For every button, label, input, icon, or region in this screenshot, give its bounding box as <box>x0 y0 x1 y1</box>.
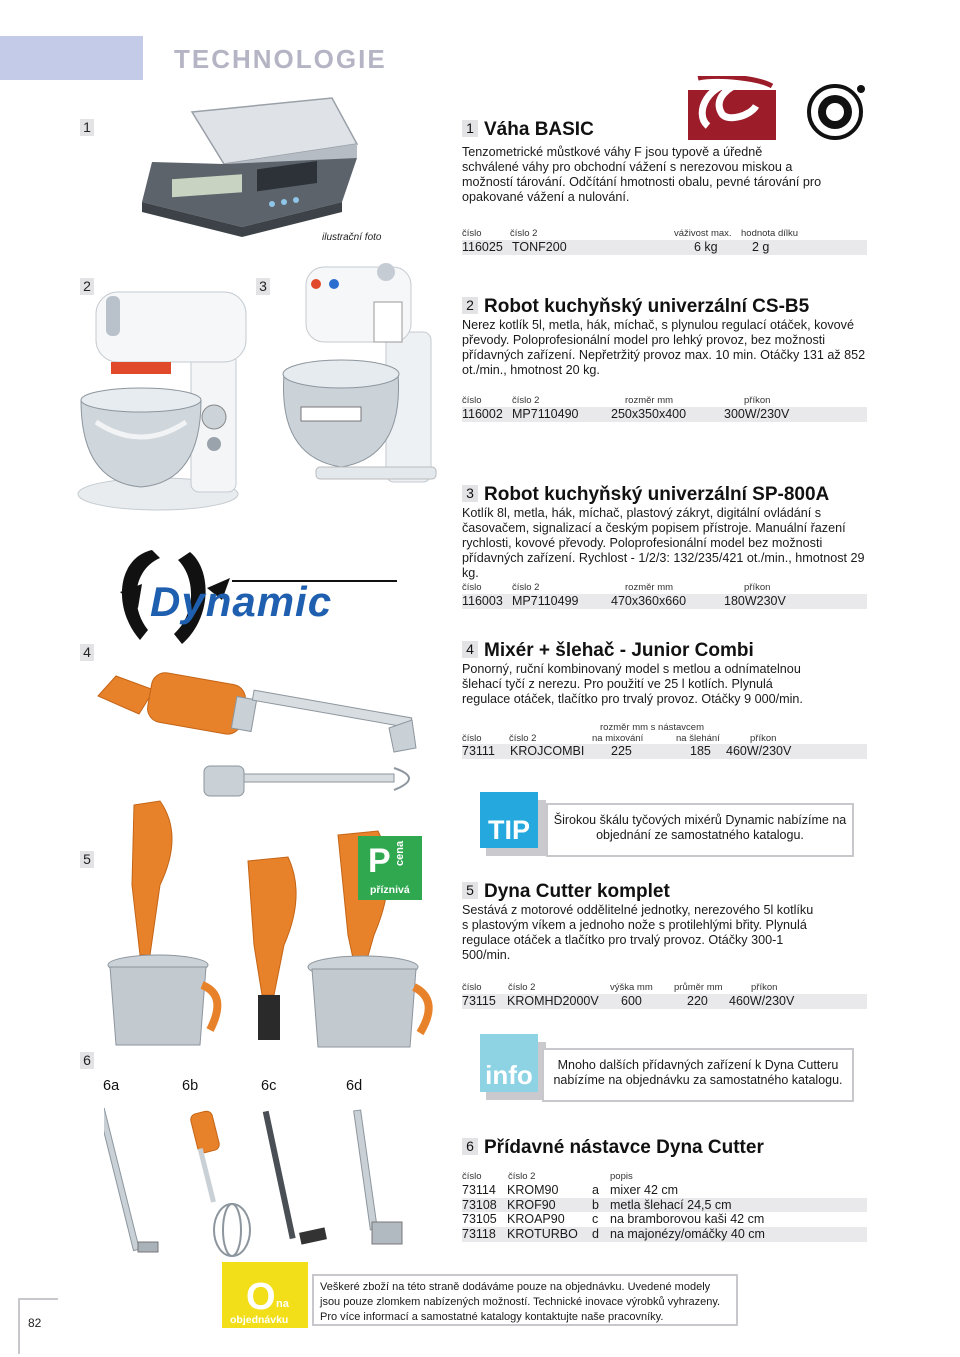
image-label-2: 2 <box>80 278 94 295</box>
product-6-spec-header: číslo číslo 2 popis <box>462 1171 633 1182</box>
image-label-6a: 6a <box>103 1078 120 1094</box>
tip-box: Širokou škálu tyčových mixérů Dynamic nabízíme na objednání ze samostatného katalogu. <box>546 803 854 857</box>
product-2-description: Nerez kotlík 5l, metla, hák, míchač, s plynulou regulací otáček, kovové převody. Poloprofesionální model pro lehký provoz, bez možnosti přídavných zařízení. Nepřetržitý provoz max. 10 min. Otáčky 131 až 852 ot./min., hmotnost 20 kg. <box>462 318 866 377</box>
product-6-row-2: 73108 KROF90 b metla šlehací 24,5 cm <box>462 1198 867 1213</box>
product-4-group-header: rozměr mm s nástavcem <box>600 722 704 733</box>
product-4-title: 4 Mixér + šlehač - Junior Combi <box>462 640 754 662</box>
brand-logo-red <box>688 76 776 142</box>
price-badge: P cena příznivá <box>358 836 422 900</box>
image-label-6c: 6c <box>261 1078 277 1094</box>
info-badge: info <box>480 1034 538 1092</box>
page-title: TECHNOLOGIE <box>174 44 387 74</box>
product-2-spec-header: číslo číslo 2 rozměr mm příkon <box>462 395 771 406</box>
product-4-description: Ponorný, ruční kombinovaný model s metlou a odnímatelnou šlehací tyčí z nerezu. Pro použití ve 25 l kotlích. Plynulá regulace otáček, tlačítko pro trvalý provoz. Otáčky 9 000/min. <box>462 662 803 706</box>
product-5-title: 5 Dyna Cutter komplet <box>462 881 670 903</box>
brand-logo-seal <box>806 82 868 140</box>
image-label-3: 3 <box>256 278 270 295</box>
page-number: 82 <box>28 1316 42 1330</box>
product-5-spec-header: číslo číslo 2 výška mm průměr mm příkon <box>462 982 778 993</box>
junior-combi-image <box>94 668 424 808</box>
scale-image <box>132 92 367 237</box>
product-3-spec-header: číslo číslo 2 rozměr mm příkon <box>462 582 771 593</box>
image-label-6: 6 <box>80 1052 94 1069</box>
product-2-spec-row: 116002 MP7110490 250x350x400 300W/230V <box>462 407 867 422</box>
product-6-row-3: 73105 KROAP90 c na bramborovou kaši 42 cm <box>462 1212 867 1227</box>
image-label-6b: 6b <box>182 1078 199 1094</box>
image-label-6d: 6d <box>346 1078 363 1094</box>
footer-note: Veškeré zboží na této straně dodáváme pouze na objednávku. Uvedené modely jsou pouze zlomkem nabízených možností. Technické inovace výrobků vyhrazeny. Pro více informací a samostatné katalogy kontaktujte naše pracovníky. <box>312 1274 738 1326</box>
product-5-description: Sestává z motorové oddělitelné jednotky, nerezového 5l kotlíku s plastovým víkem a jednoho nože s protilehlými břity. Plynulá regulace otáček a tlačítko pro trvalý provoz. Otáčky 300-1 500/min. <box>462 903 814 962</box>
mixer-cs-b5-image <box>76 282 251 512</box>
product-1-description: Tenzometrické můstkové váhy F jsou typově a úředně schválené váhy pro obchodní vážení s nerezovou miskou a možností tárování. Odčítání hmotnosti obalu, pevné tárování pro opakované vážení a nulování. <box>462 145 822 204</box>
image-label-5: 5 <box>80 851 94 868</box>
mixer-sp-800a-image <box>276 262 446 487</box>
product-4-spec-header: číslo číslo 2 na mixování na šlehání příkon <box>462 733 777 744</box>
product-3-description: Kotlík 8l, metla, hák, míchač, plastový zákryt, digitální ovládání s časovačem, signalizací a českým popisem přístroje. Manuální řazení rychlosti, kovové převody. Poloprofesionální model bez možnosti přídavných zařízení. Rychlost - 1/2/3: 132/235/421 ot./min., hmotnost 29 kg. <box>462 506 865 580</box>
product-1-spec-header: číslo číslo 2 váživost max. hodnota dílku <box>462 228 799 239</box>
product-6-title: 6 Přídavné nástavce Dyna Cutter <box>462 1137 764 1159</box>
product-2-title: 2 Robot kuchyňský univerzální CS-B5 <box>462 296 809 318</box>
product-1-spec-row: 116025 TONF200 6 kg 2 g <box>462 240 867 255</box>
product-5-spec-row: 73115 KROMHD2000V 600 220 460W/230V <box>462 994 867 1009</box>
dyna-cutter-image <box>98 795 438 1050</box>
image-label-1: 1 <box>80 119 94 136</box>
product-1-title: 1 Váha BASIC <box>462 119 594 141</box>
image-label-4: 4 <box>80 644 94 661</box>
product-4-spec-row: 73111 KROJCOMBI 225 185 460W/230V <box>462 744 867 759</box>
product-6-row-4: 73118 KROTURBO d na majonézy/omáčky 40 cm <box>462 1227 867 1242</box>
product-3-title: 3 Robot kuchyňský univerzální SP-800A <box>462 484 829 506</box>
order-badge: O na objednávku <box>222 1262 308 1328</box>
product-6-row-1: 73114 KROM90 a mixer 42 cm <box>462 1183 867 1198</box>
product-3-spec-row: 116003 MP7110499 470x360x660 180W230V <box>462 594 867 609</box>
dynamic-logo-text: Dynamic <box>150 578 333 625</box>
illustration-note: ilustrační foto <box>322 232 382 243</box>
attachments-image <box>104 1102 424 1262</box>
tip-badge: TIP <box>480 792 538 848</box>
info-box: Mnoho dalších přídavných zařízení k Dyna Cutteru nabízíme na objednávku za samostatného katalogu. <box>542 1048 854 1102</box>
header-bar <box>0 36 143 80</box>
